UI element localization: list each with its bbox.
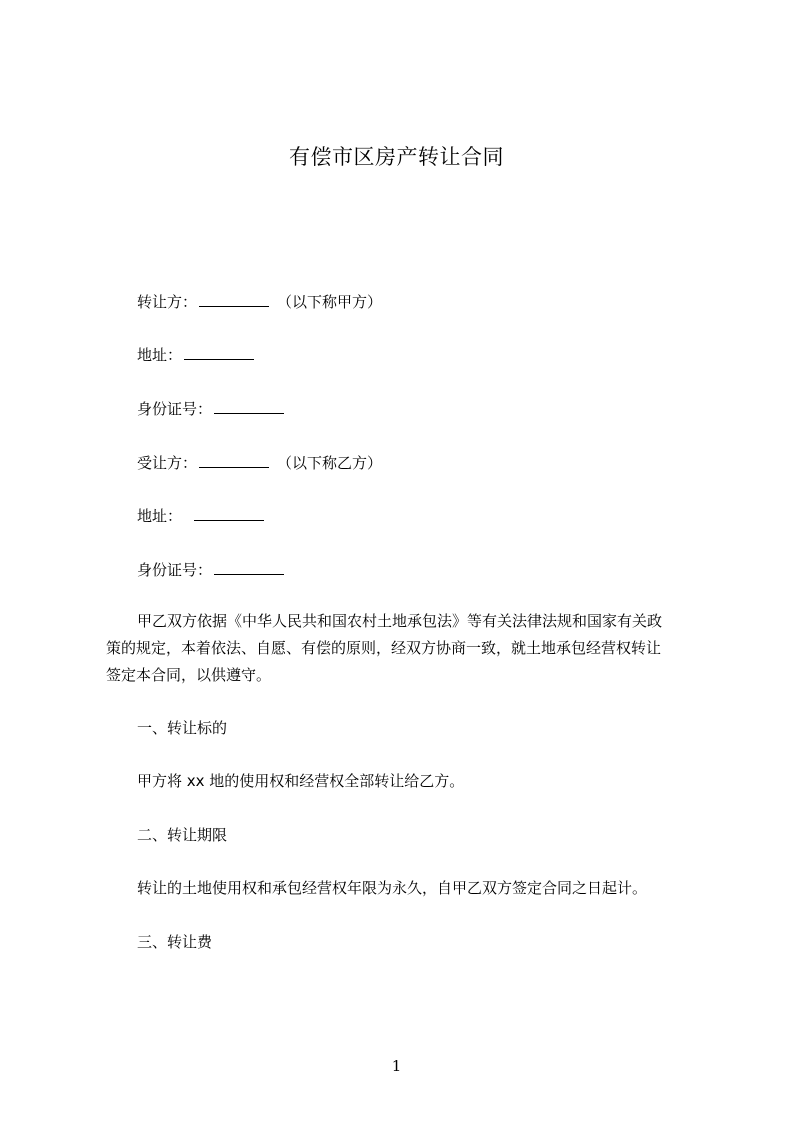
transferor-address-blank [184,344,254,360]
intro-paragraph-line-1: 甲乙双方依据《中华人民共和国农村土地承包法》等有关法律法规和国家有关政 [137,612,663,630]
transferor-address-line [137,344,256,365]
document-title: 有偿市区房产转让合同 [289,145,504,169]
transferor-id-line [137,398,286,419]
transferee-suffix: （以下称乙方） [277,454,383,472]
section2-heading: 二、转让期限 [137,826,228,844]
transferee-address-line [137,505,266,526]
transferee-id-blank [214,559,284,575]
transferee-address-label: 地址： [137,507,183,525]
transferee-address-blank [194,505,264,521]
transferee-label: 受让方： [137,454,198,472]
transferor-line [137,291,382,312]
section3-heading: 三、转让费 [137,933,213,951]
page-number: 1 [391,1057,402,1075]
section1-text: 甲方将 xx 地的使用权和经营权全部转让给乙方。 [137,772,465,790]
intro-paragraph-line-2: 策的规定，本着依法、自愿、有偿的原则，经双方协商一致，就土地承包经营权转让 [106,639,662,657]
transferor-address-label: 地址： [137,346,183,364]
transferor-id-label: 身份证号： [137,400,213,418]
transferee-line [137,452,382,473]
transferor-id-blank [214,398,284,414]
intro-paragraph-line-3: 签定本合同，以供遵守。 [106,666,272,684]
section1-heading: 一、转让标的 [137,719,228,737]
transferee-id-label: 身份证号： [137,561,213,579]
transferor-blank [199,291,269,307]
transferee-blank [199,452,269,468]
transferor-suffix: （以下称甲方） [277,293,383,311]
transferor-label: 转让方： [137,293,198,311]
transferee-id-line [137,559,286,580]
section2-text: 转让的土地使用权和承包经营权年限为永久，自甲乙双方签定合同之日起计。 [137,879,648,897]
